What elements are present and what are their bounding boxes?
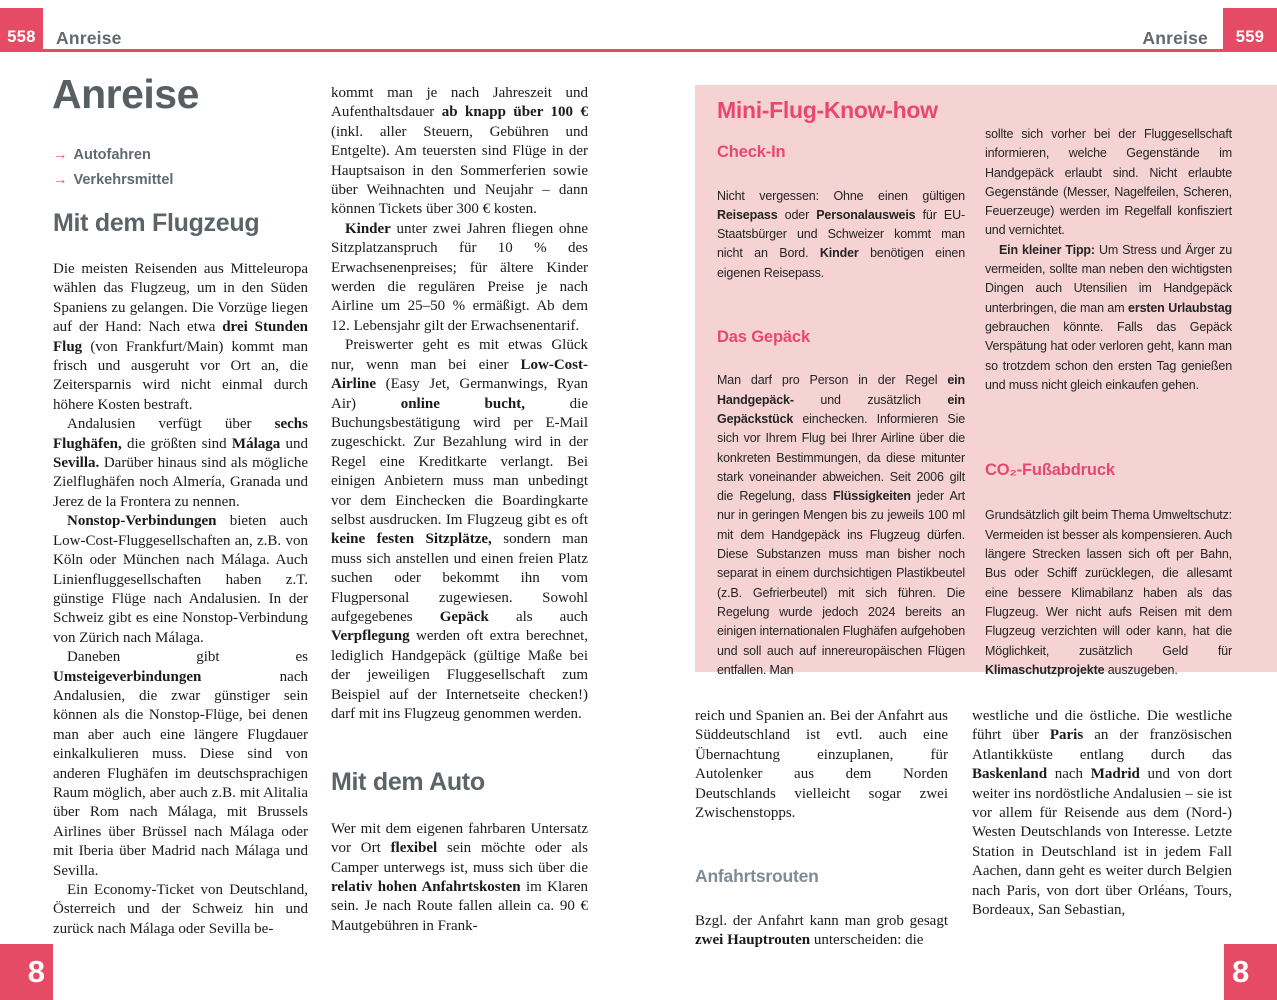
arrow-right-icon: → — [53, 147, 68, 163]
paragraph: Andalusien verfügt über sechs Flughäfen, die größten sind Málaga und Sevilla. Darüber hinaus sind als mögliche Zielflughäfen noch Almería, Granada und Jerez de la Frontera zu nennen. — [53, 416, 308, 510]
section-heading-flugzeug: Mit dem Flugzeug — [53, 209, 260, 237]
chapter-number-tab-right: 8 — [1224, 944, 1277, 1000]
infobox-heading-checkin: Check-In — [717, 143, 786, 162]
paragraph: Kinder unter zwei Jahren fliegen ohne Sitzplatzanspruch für 10 % des Erwachsenenpreises; für ältere Kinder werden die regulären Preise je nach Airline um 25–50 % ermäßigt. Ab dem 12. Lebensjahr gilt der Erwachsenentarif. — [331, 220, 588, 334]
paragraph: westliche und die östliche. Die westliche führt über Paris an der französischen Atlantikküste entlang durch das Baskenland nach Madrid und von dort weiter ins nordöstliche Andalusien – sie ist vor allem für Reisende aus dem (Nord-) Westen Deutschlands von Interesse. Letzte Station in Deutschland ist in jedem Fall Aachen, dann geht es weiter durch Belgien nach Paris, von dort über Orléans, Tours, Bordeaux, San Sebastian, — [972, 708, 1232, 919]
right-page-column-1 — [695, 707, 948, 951]
page-number-tab-right: 559 — [1223, 8, 1277, 52]
anfahrtsrouten-text — [695, 912, 948, 951]
section-heading-auto: Mit dem Auto — [331, 768, 485, 797]
paragraph: Preiswerter geht es mit etwas Glück nur, wenn man bei einer Low-Cost-Airline (Easy Jet, Germanwings, Ryan Air) online bucht, die Buchungsbestätigung wird per E-Mail zugeschickt. Zur Bezahlung wird in der Regel eine Kreditkarte verlangt. Bei einigen Anbietern muss man unbedingt vor dem Einchecken die Boardingkarte selbst ausdrucken. Im Flugzeug gibt es oft keine festen Sitzplätze, sondern man muss sich anstellen und einen freien Platz suchen oder bekommt ihn vom Flugpersonal zugewiesen. Sowohl aufgegebenes Gepäck als auch Verpflegung werden oft extra berechnet, lediglich Handgepäck (gültige Maße bei der jeweiligen Fluggesellschaft zum Beispiel auf der Internetseite checken!) darf mit ins Flugzeug genommen werden. — [331, 337, 588, 722]
infobox-checkin-text — [717, 187, 965, 283]
auto-text — [331, 820, 588, 936]
subsection-heading-anfahrtsrouten: Anfahrtsrouten — [695, 866, 819, 887]
infobox-column-1 — [717, 97, 966, 680]
paragraph: kommt man je nach Jahreszeit und Aufenthaltsdauer ab knapp über 100 € (inkl. aller Steuern, Gebühren und Entgelte). Am teuersten sind Flüge in der Hauptsaison in den Sommerferien sowie über Weihnachten und Neujahr – dann können Tickets über 300 € kosten. — [331, 85, 588, 218]
paragraph: Ein kleiner Tipp: Um Stress und Ärger zu vermeiden, sollte man neben den wichtigsten Dingen auch Utensilien im Handgepäck unterbringen, die man am ersten Urlaubstag gebrauchen könnte. Falls das Gepäck Verspätung hat oder verloren geht, kann man so trotzdem schon den ersten Tag genießen und muss nicht gleich einkaufen gehen. — [985, 242, 1233, 392]
toc-link-verkehrsmittel[interactable] — [53, 168, 173, 193]
infobox-column-2 — [985, 125, 1232, 680]
infobox-gepaeck-text-continued — [985, 125, 1232, 395]
left-page-column-1 — [53, 260, 308, 939]
paragraph: Ein Economy-Ticket von Deutschland, Österreich und der Schweiz hin und zurück nach Málaga oder Sevilla be- — [53, 882, 308, 937]
mini-flug-know-how-infobox — [695, 85, 1277, 677]
paragraph: reich und Spanien an. Bei der Anfahrt aus Süddeutschland ist evtl. auch eine Übernachtung einzuplanen, für Autolenker aus dem Norden Deutschlands vielleicht sogar zwei Zwischenstopps. — [695, 708, 948, 822]
left-page-column-2 — [331, 84, 588, 936]
paragraph: sollte sich vorher bei der Fluggesellschaft informieren, welche Gegenstände im Handgepäck erlaubt sind. Nicht erlaubte Gegenstände (Messer, Nagelfeilen, Scheren, Feuerzeuge) werden im Regelfall konfisziert und vernichtet. — [985, 127, 1232, 238]
toc-link-autofahren[interactable] — [53, 143, 173, 168]
chapter-title: Anreise — [52, 71, 199, 117]
infobox-heading-co2: CO₂-Fußabdruck — [985, 461, 1115, 480]
paragraph: Daneben gibt es Umsteigeverbindungen nach Andalusien, die zwar günstiger sein können als die Nonstop-Flüge, bei denen man aber auch eine längere Flugdauer einkalkulieren muss. Diese sind von anderen Flughäfen im deutschsprachigen Raum möglich, aber auch z.B. mit Alitalia über Rom nach Málaga, mit Brussels Airlines über Brüssel nach Málaga oder mit Iberia über Madrid nach Málaga und Sevilla. — [53, 649, 308, 879]
paragraph: Grundsätzlich gilt beim Thema Umweltschutz: Vermeiden ist besser als kompensieren. Auch längere Strecken lassen sich oft per Bahn, Bus oder Schiff zurücklegen, die allesamt eine bessere Klimabilanz haben als das Flugzeug. Wer nicht aufs Reisen mit dem Flugzeug verzichten will oder kann, hat die Möglichkeit, zusätzlich Geld für Klimaschutzprojekte auszugeben. — [985, 508, 1232, 677]
arrow-right-icon: → — [53, 172, 68, 188]
page-number-tab-left: 558 — [0, 8, 43, 52]
paragraph: Bzgl. der Anfahrt kann man grob gesagt zwei Hauptrouten unterscheiden: die — [695, 912, 948, 949]
chapter-number-tab-left: 8 — [0, 944, 53, 1000]
toc-link-label: Verkehrsmittel — [73, 172, 174, 188]
infobox-co2-text — [985, 506, 1232, 680]
infobox-gepaeck-text — [717, 371, 965, 680]
running-header-left: Anreise — [56, 28, 122, 48]
paragraph: Man darf pro Person in der Regel ein Handgepäck- und zusätzlich ein Gepäckstück einchecken. Informieren Sie sich vor Ihrem Flug bei Ihrer Airline über die konkreten Bestimmungen, da diese mitunter stark voneinander abweichen. Seit 2006 gilt die Regelung, dass Flüssigkeiten jeder Art nur in geringen Mengen bis zu jeweils 100 ml mit dem Handgepäck ins Flugzeug dürfen. Diese Substanzen muss man bisher noch separat in einem durchsichtigen Plastikbeutel (z.B. Gefrierbeutel) mit sich führen. Die Regelung wurde jedoch 2024 bereits an einigen internationalen Flughäfen aufgehoben und soll auch auf innereuropäischen Flügen entfallen. Man — [717, 373, 965, 677]
right-page-column-2 — [972, 707, 1232, 920]
paragraph: Wer mit dem eigenen fahrbaren Untersatz vor Ort flexibel sein möchte oder als Camper unterwegs ist, muss sich über die relativ hohen Anfahrtskosten im Klaren sein. Je nach Route fallen allein ca. 90 € Mautgebühren in Frank- — [331, 820, 588, 934]
auto-text-continued — [695, 707, 948, 823]
toc-link-label: Autofahren — [73, 147, 151, 163]
paragraph: Nicht vergessen: Ohne einen gültigen Reisepass oder Personalausweis für EU-Staatsbürger und Schweizer kommt man nicht an Bord. Kinder benötigen einen eigenen Reisepass. — [717, 188, 966, 280]
running-header-right: Anreise — [1142, 28, 1208, 48]
chapter-toc — [53, 143, 173, 193]
header-rule — [43, 49, 1223, 52]
flugzeug-text-continued — [331, 84, 588, 724]
paragraph: Die meisten Reisenden aus Mitteleuropa wählen das Flugzeug, um in den Süden Spaniens zu gelangen. Die Vorzüge liegen auf der Hand: Nach etwa drei Stunden Flug (von Frankfurt/Main) kommt man frisch und ausgeruht vor Ort an, die Zeitersparnis wird nicht einmal durch höhere Kosten bestraft. — [53, 261, 308, 413]
paragraph: Nonstop-Verbindungen bieten auch Low-Cost-Fluggesellschaften an, z.B. von Köln oder München nach Málaga. Auch Linienfluggesellschaften haben z.T. günstige Flüge nach Andalusien. In der Schweiz gibt es eine Nonstop-Verbindung von Zürich nach Málaga. — [53, 513, 308, 646]
infobox-title: Mini-Flug-Know-how — [717, 97, 938, 123]
infobox-heading-gepaeck: Das Gepäck — [717, 328, 810, 347]
